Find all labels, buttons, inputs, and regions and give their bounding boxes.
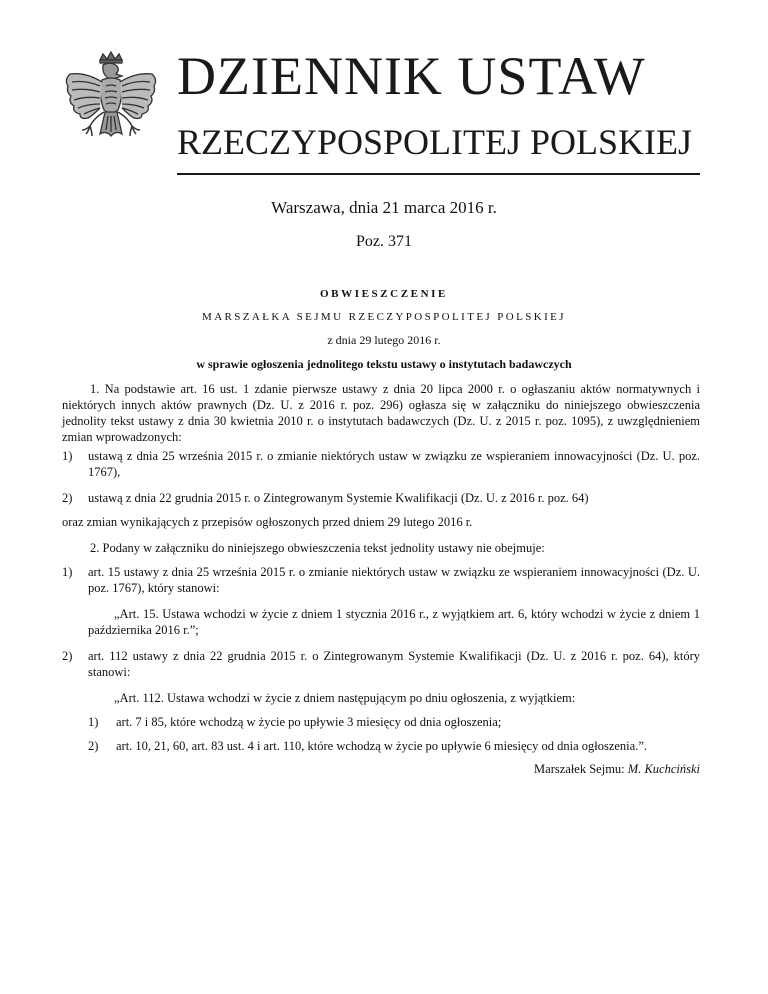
list-item xyxy=(62,448,700,480)
signature-name: M. Kuchciński xyxy=(627,762,700,776)
list-item-number: 2) xyxy=(62,491,73,505)
position-number: Poz. 371 xyxy=(356,233,412,250)
header-divider xyxy=(177,173,700,175)
document-issuer: MARSZAŁKA SEJMU RZECZYPOSPOLITEJ POLSKIEJ xyxy=(202,311,566,323)
quote-art-112: „Art. 112. Ustawa wchodzi w życie z dniem następującym po dniu ogłoszenia, z wyjątkiem: xyxy=(114,691,576,705)
polish-eagle-emblem xyxy=(56,50,166,160)
sublist-item xyxy=(88,738,700,754)
publication-date: Warszawa, dnia 21 marca 2016 r. xyxy=(271,198,497,217)
sublist-item-text: art. 10, 21, 60, art. 83 ust. 4 i art. 110, które wchodzą w życie po upływie 6 miesięcy od dnia ogłoszenia.”. xyxy=(116,739,647,753)
list-item xyxy=(62,490,700,506)
list-item-number: 1) xyxy=(62,565,73,579)
sublist-item-number: 2) xyxy=(88,739,99,753)
list-item-text: art. 112 ustawy z dnia 22 grudnia 2015 r. o Zintegrowanym Systemie Kwalifikacji (Dz. U. z 2016 r. poz. 64), który stanowi: xyxy=(88,649,700,679)
sublist-item xyxy=(88,714,700,730)
list-item xyxy=(62,564,700,596)
list-item xyxy=(62,648,700,680)
gazette-title: DZIENNIK USTAW xyxy=(177,46,646,106)
document-date: z dnia 29 lutego 2016 r. xyxy=(327,333,441,347)
sublist-item-number: 1) xyxy=(88,715,99,729)
list-item-text: ustawą z dnia 25 września 2015 r. o zmianie niektórych ustaw w związku ze wspieraniem innowacyjności (Dz. U. poz. 1767), xyxy=(88,449,700,479)
quote-art-15: „Art. 15. Ustawa wchodzi w życie z dniem 1 stycznia 2016 r., z wyjątkiem art. 6, który wchodzi w życie z dniem 1 października 2016 r.”; xyxy=(88,607,700,637)
list-item-number: 1) xyxy=(62,449,73,463)
document-type: OBWIESZCZENIE xyxy=(320,288,448,300)
list-item-number: 2) xyxy=(62,649,73,663)
signature-label: Marszałek Sejmu: xyxy=(534,762,625,776)
paragraph-1: 1. Na podstawie art. 16 ust. 1 zdanie pierwsze ustawy z dnia 20 lipca 2000 r. o ogłaszaniu aktów normatywnych i niektórych innych aktów prawnych (Dz. U. z 2016 r. poz. 296) ogłasza się w załączniku do niniejszego obwieszczenia jednolity tekst ustawy z dnia 30 kwietnia 2010 r. o instytutach badawczych (Dz. U. z 2015 r. poz. 1095), z uwzględnieniem zmian wprowadzonych: xyxy=(62,382,700,444)
gazette-subtitle: RZECZYPOSPOLITEJ POLSKIEJ xyxy=(177,122,693,162)
list-item-text: art. 15 ustawy z dnia 25 września 2015 r. o zmianie niektórych ustaw w związku ze wspieraniem innowacyjności (Dz. U. poz. 1767), który stanowi: xyxy=(88,565,700,595)
document-subject: w sprawie ogłoszenia jednolitego tekstu ustawy o instytutach badawczych xyxy=(196,357,572,371)
sublist-item-text: art. 7 i 85, które wchodzą w życie po upływie 3 miesięcy od dnia ogłoszenia; xyxy=(116,715,502,729)
list-item-text: ustawą z dnia 22 grudnia 2015 r. o Zintegrowanym Systemie Kwalifikacji (Dz. U. z 2016 r. poz. 64) xyxy=(88,491,589,505)
paragraph-2: 2. Podany w załączniku do niniejszego obwieszczenia tekst jednolity ustawy nie obejmuje: xyxy=(90,541,545,555)
paragraph-1-end: oraz zmian wynikających z przepisów ogłoszonych przed dniem 29 lutego 2016 r. xyxy=(62,515,473,529)
signature xyxy=(534,762,700,777)
